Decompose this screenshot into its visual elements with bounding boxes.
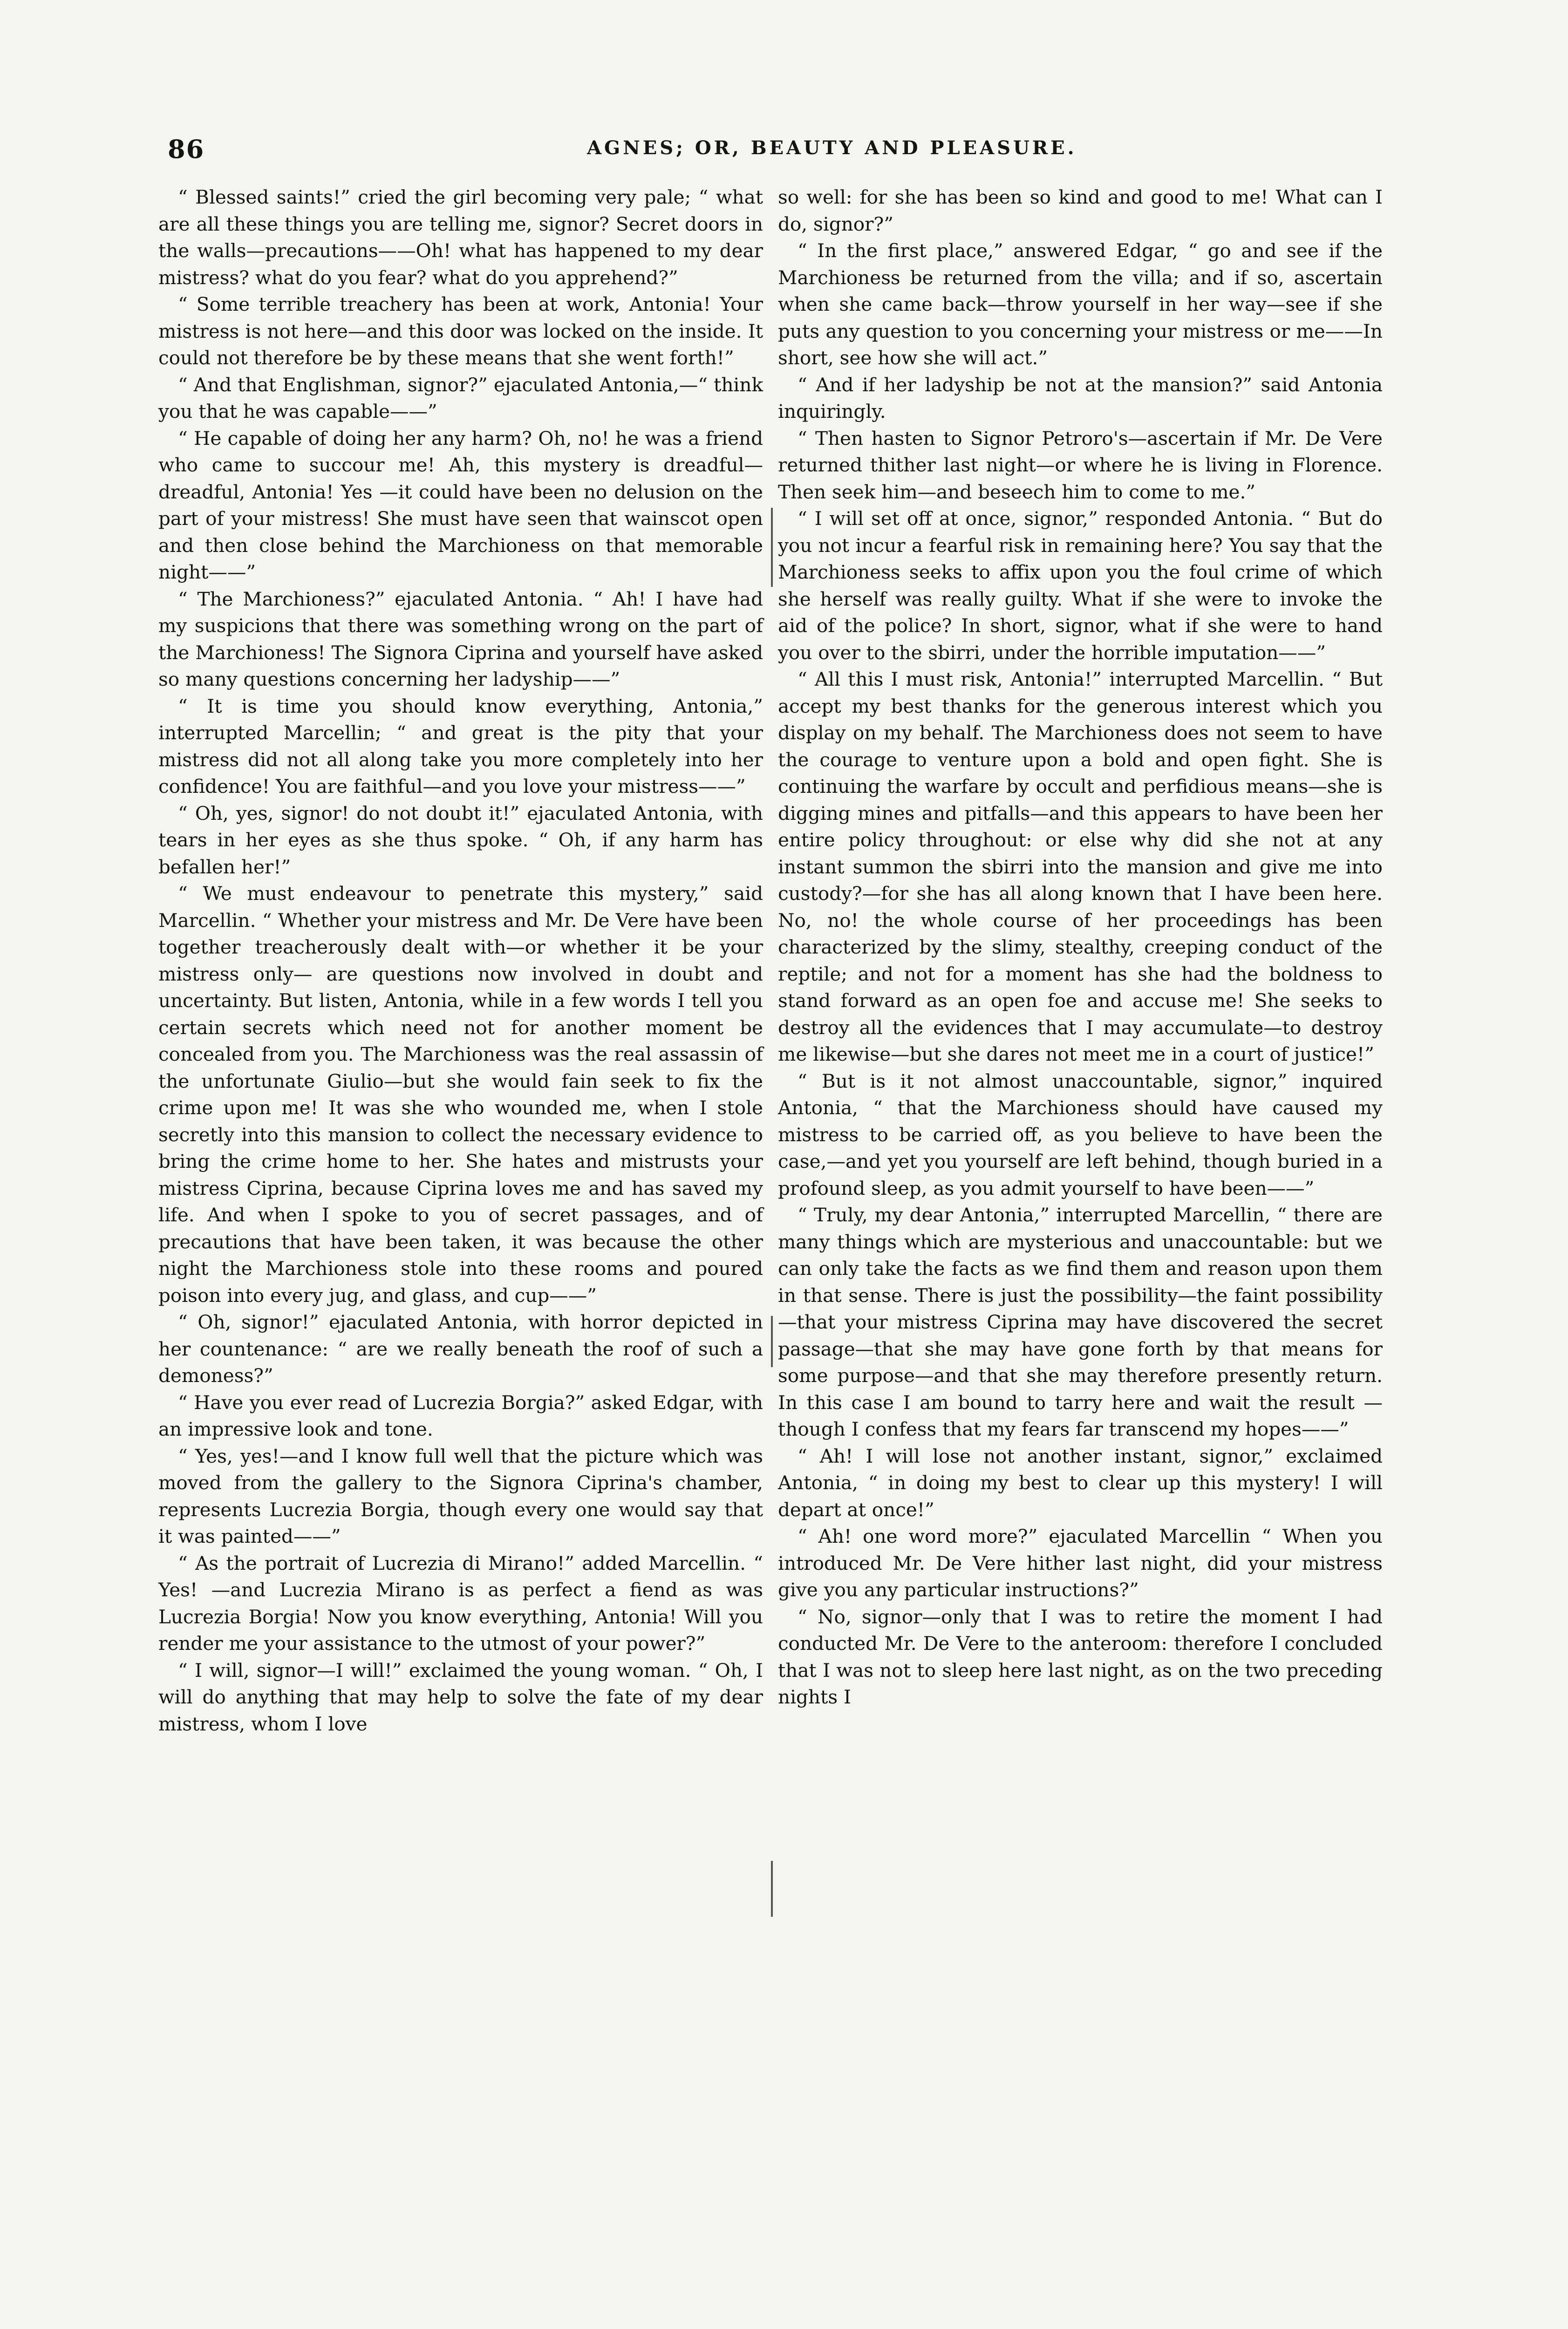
paragraph: “ Blessed saints!” cried the girl becoming very pale; “ what are all these things you are telling me, signor? Secret doors in the walls—precautions——Oh! what has happened to my dear mistress? what do you fear? what do you apprehend?”	[158, 186, 763, 289]
page-number: 86	[168, 134, 205, 164]
margin-rule	[771, 1316, 773, 1367]
paragraph: “ I will set off at once, signor,” responded Antonia. “ But do you not incur a fearful risk in remaining here? You say that the Marchioness seeks to affix upon you the foul crime of which she herself was really guilty. What if she were to invoke the aid of the police? In short, signor, what if she were to hand you over to the sbirri, under the horrible imputation——”	[778, 507, 1383, 664]
paragraph: “ As the portrait of Lucrezia di Mirano!” added Marcellin. “ Yes! —and Lucrezia Mirano is as perfect a fiend as was Lucrezia Borgia! Now you know everything, Antonia! Will you render me your assistance to the utmost of your power?”	[158, 1552, 763, 1655]
paragraph: “ I will, signor—I will!” exclaimed the young woman. “ Oh, I will do anything that may help to solve the fate of my dear mistress, whom I love	[158, 1659, 763, 1735]
paragraph: “ And if her ladyship be not at the mansion?” said Antonia inquiringly.	[778, 373, 1383, 422]
paragraph: “ Oh, signor!” ejaculated Antonia, with horror depicted in her countenance: “ are we really beneath the roof of such a demoness?”	[158, 1311, 763, 1387]
paragraph: “ Yes, yes!—and I know full well that the picture which was moved from the gallery to the Signora Ciprina's chamber, represents Lucrezia Borgia, though every one would say that it was painted——”	[158, 1444, 763, 1547]
paragraph: “ In the first place,” answered Edgar, “ go and see if the Marchioness be returned from the villa; and if so, ascertain when she came back—throw yourself in her way—see if she puts any question to you concerning your mistress or me——In short, see how she will act.”	[778, 239, 1383, 369]
paragraph: “ We must endeavour to penetrate this mystery,” said Marcellin. “ Whether your mistress and Mr. De Vere have been together treacherously dealt with—or whether it be your mistress only— are questions now involved in doubt and uncertainty. But listen, Antonia, while in a few words I tell you certain secrets which need not for another moment be concealed from you. The Marchioness was the real assassin of the unfortunate Giulio—but she would fain seek to fix the crime upon me! It was she who wounded me, when I stole secretly into this mansion to collect the necessary evidence to bring the crime home to her. She hates and mistrusts your mistress Ciprina, because Ciprina loves me and has saved my life. And when I spoke to you of secret passages, and of precautions that have been taken, it was because the other night the Marchioness stole into these rooms and poured poison into every jug, and glass, and cup——”	[158, 882, 763, 1307]
margin-rule	[771, 1861, 773, 1917]
paragraph: “ Then hasten to Signor Petroro's—ascertain if Mr. De Vere returned thither last night—or where he is living in Florence. Then seek him—and beseech him to come to me.”	[778, 427, 1383, 503]
paragraph: “ Oh, yes, signor! do not doubt it!” ejaculated Antonia, with tears in her eyes as she thus spoke. “ Oh, if any harm has befallen her!”	[158, 802, 763, 878]
paragraph: “ And that Englishman, signor?” ejaculated Antonia,—“ think you that he was capable——”	[158, 373, 763, 422]
right-column	[778, 184, 1383, 1711]
paragraph: “ But is it not almost unaccountable, signor,” inquired Antonia, “ that the Marchioness should have caused my mistress to be carried off, as you believe to have been the case,—and yet you yourself are left behind, though buried in a profound sleep, as you admit yourself to have been——”	[778, 1069, 1383, 1199]
paragraph: “ Ah! I will lose not another instant, signor,” exclaimed Antonia, “ in doing my best to clear up this mystery! I will depart at once!”	[778, 1444, 1383, 1521]
paragraph: “ All this I must risk, Antonia!” interrupted Marcellin. “ But accept my best thanks for the generous interest which you display on my behalf. The Marchioness does not seem to have the courage to venture upon a bold and open fight. She is continuing the warfare by occult and perfidious means—she is digging mines and pitfalls—and this appears to have been her entire policy throughout: or else why did she not at any instant summon the sbirri into the mansion and give me into custody?—for she has all along known that I have been here. No, no! the whole course of her proceedings has been characterized by the slimy, stealthy, creeping conduct of the reptile; and not for a moment has she had the boldness to stand forward as an open foe and accuse me! She seeks to destroy all the evidences that I may accumulate—to destroy me likewise—but she dares not meet me in a court of justice!”	[778, 668, 1383, 1065]
paragraph: “ He capable of doing her any harm? Oh, no! he was a friend who came to succour me! Ah, this mystery is dreadful—dreadful, Antonia! Yes —it could have been no delusion on the part of your mistress! She must have seen that wainscot open and then close behind the Marchioness on that memorable night——”	[158, 427, 763, 583]
paragraph: “ It is time you should know everything, Antonia,” interrupted Marcellin; “ and great is the pity that your mistress did not all along take you more completely into her confidence! You are faithful—and you love your mistress——”	[158, 695, 763, 797]
margin-rule	[771, 508, 773, 587]
paragraph: “ Have you ever read of Lucrezia Borgia?” asked Edgar, with an impressive look and tone.	[158, 1391, 763, 1440]
left-column	[158, 184, 763, 1737]
paragraph: “ Truly, my dear Antonia,” interrupted Marcellin, “ there are many things which are mysterious and unaccountable: but we can only take the facts as we find them and reason upon them in that sense. There is just the possibility—the faint possibility—that your mistress Ciprina may have discovered the secret passage—that she may have gone forth by that means for some purpose—and that she may therefore presently return. In this case I am bound to tarry here and wait the result —though I confess that my fears far transcend my hopes——”	[778, 1204, 1383, 1440]
paragraph: “ Ah! one word more?” ejaculated Marcellin “ When you introduced Mr. De Vere hither last night, did your mistress give you any particular instructions?”	[778, 1525, 1383, 1601]
paragraph: “ No, signor—only that I was to retire the moment I had conducted Mr. De Vere to the anteroom: therefore I concluded that I was not to sleep here last night, as on the two preceding nights I	[778, 1605, 1383, 1708]
paragraph-continuation: so well: for she has been so kind and good to me! What can I do, signor?”	[778, 186, 1383, 235]
paragraph: “ Some terrible treachery has been at work, Antonia! Your mistress is not here—and this door was locked on the inside. It could not therefore be by these means that she went forth!”	[158, 293, 763, 369]
paragraph: “ The Marchioness?” ejaculated Antonia. “ Ah! I have had my suspicions that there was something wrong on the part of the Marchioness! The Signora Ciprina and yourself have asked so many questions concerning her ladyship——”	[158, 587, 763, 690]
page-header	[168, 134, 1407, 171]
running-title: AGNES; OR, BEAUTY AND PLEASURE.	[587, 137, 1077, 159]
